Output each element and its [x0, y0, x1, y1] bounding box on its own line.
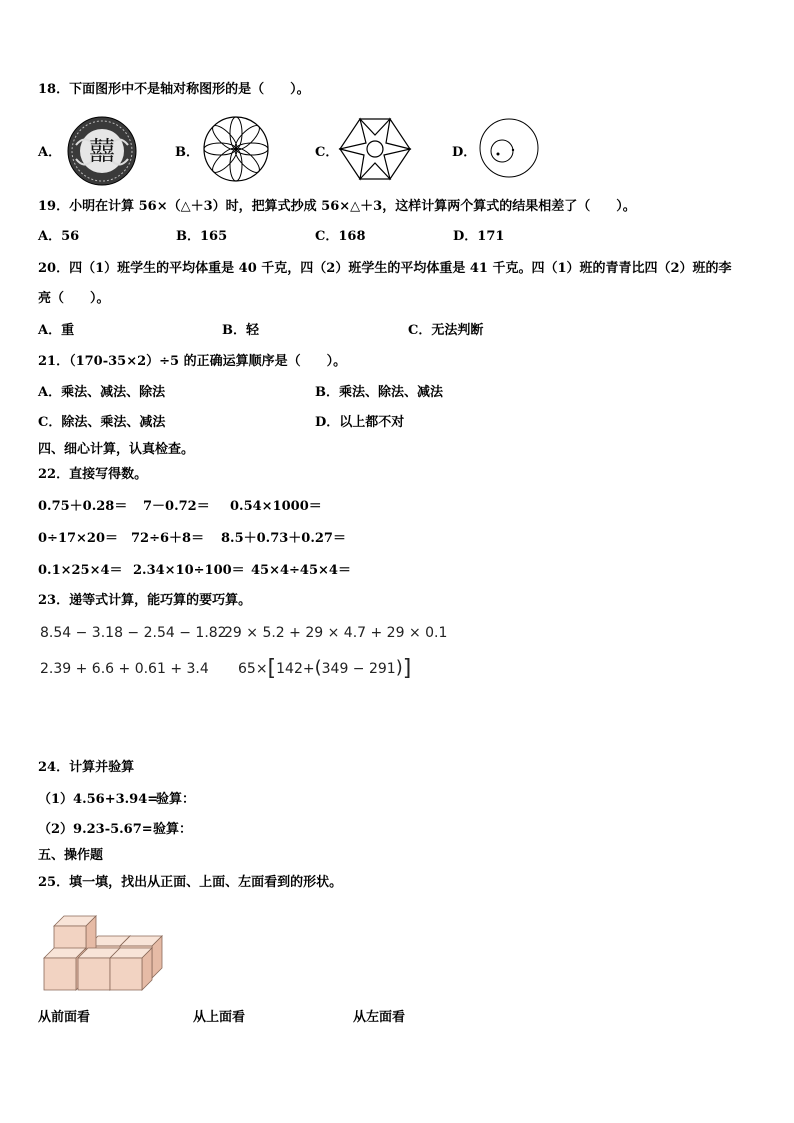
- q19-option-a[interactable]: A．56: [38, 229, 80, 244]
- circles-image: [478, 117, 540, 179]
- q18-option-b-label[interactable]: B．: [175, 145, 199, 160]
- q22-item: 2.34×10÷100＝: [133, 563, 245, 578]
- q25-stem: 25．填一填，找出从正面、上面、左面看到的形状。: [38, 875, 343, 890]
- q22-item: 7－0.72＝: [143, 499, 210, 514]
- q23-expr4-prefix: 65×: [238, 661, 268, 677]
- q22-item: 45×4÷45×4＝: [251, 563, 351, 578]
- view-left-label: 从左面看: [353, 1010, 406, 1025]
- q21-option-b[interactable]: B．乘法、除法、减法: [315, 385, 443, 400]
- q20-option-b[interactable]: B．轻: [222, 323, 259, 338]
- q18-option-a-label[interactable]: A．: [38, 145, 62, 160]
- section-5-heading: 五、操作题: [38, 848, 104, 863]
- q20-stem-line2: 亮（ ）。: [38, 291, 110, 306]
- q23-stem: 23．递等式计算，能巧算的要巧算。: [38, 593, 252, 608]
- q19-option-d[interactable]: D．171: [453, 229, 505, 244]
- q19-stem: 19．小明在计算 56×（△＋3）时，把算式抄成 56×△＋3，这样计算两个算式的结果相差了（ ）。: [38, 199, 636, 214]
- q20-option-c[interactable]: C．无法判断: [408, 323, 484, 338]
- q18-stem: 18．下面图形中不是轴对称图形的是（ ）。: [38, 82, 310, 97]
- double-happiness-emblem-image: [66, 115, 138, 187]
- q24-item-2-check: 验算：: [153, 822, 193, 837]
- q22-item: 0.75＋0.28＝: [38, 499, 128, 514]
- q22-item: 72÷6＋8＝: [131, 531, 205, 546]
- q24-item-2-expression: （2）9.23-5.67=: [38, 822, 153, 837]
- q18-option-d-label[interactable]: D．: [452, 145, 477, 160]
- q20-option-a[interactable]: A．重: [38, 323, 75, 338]
- q22-item: 8.5＋0.73＋0.27＝: [221, 531, 346, 546]
- q23-expression-1: 8.54 − 3.18 − 2.54 − 1.82: [40, 625, 227, 641]
- q22-stem: 22．直接写得数。: [38, 467, 148, 482]
- q23-expr4-inner-a: 142+: [276, 661, 315, 677]
- q22-item: 0.54×1000＝: [230, 499, 322, 514]
- stacked-cubes-figure: [44, 902, 170, 992]
- q23-expression-2: 29 × 5.2 + 29 × 4.7 + 29 × 0.1: [224, 625, 448, 641]
- flower-circle-image: [202, 115, 270, 183]
- q18-option-c-label[interactable]: C．: [315, 145, 339, 160]
- q19-option-c[interactable]: C．168: [315, 229, 366, 244]
- q21-stem: 21．（170-35×2）÷5 的正确运算顺序是（ ）。: [38, 354, 347, 369]
- q24-item-1-check: 验算：: [156, 792, 196, 807]
- q23-expression-3: 2.39 + 6.6 + 0.61 + 3.4: [40, 661, 209, 677]
- q21-option-d[interactable]: D．以上都不对: [315, 415, 405, 430]
- q23-expr4-inner-b: 349 − 291: [321, 661, 396, 677]
- view-front-label: 从前面看: [38, 1010, 91, 1025]
- emblem-character: 囍: [88, 137, 116, 167]
- cube: [110, 948, 152, 990]
- q22-item: 0÷17×20＝: [38, 531, 119, 546]
- q20-stem-line1: 20．四（1）班学生的平均体重是 40 千克，四（2）班学生的平均体重是 41 千克。四（1）班的青青比四（2）班的李: [38, 261, 732, 276]
- q24-stem: 24．计算并验算: [38, 760, 135, 775]
- q21-option-a[interactable]: A．乘法、减法、除法: [38, 385, 166, 400]
- q21-option-c[interactable]: C．除法、乘法、减法: [38, 415, 166, 430]
- q24-item-1-expression: （1）4.56+3.94=: [38, 792, 159, 807]
- view-top-label: 从上面看: [193, 1010, 246, 1025]
- q19-option-b[interactable]: B．165: [176, 229, 228, 244]
- section-4-heading: 四、细心计算，认真检查。: [38, 442, 195, 457]
- q23-expression-4: 65×[142+(349 − 291)]: [238, 656, 412, 681]
- q22-item: 0.1×25×4＝: [38, 563, 123, 578]
- pinwheel-image: [338, 115, 412, 183]
